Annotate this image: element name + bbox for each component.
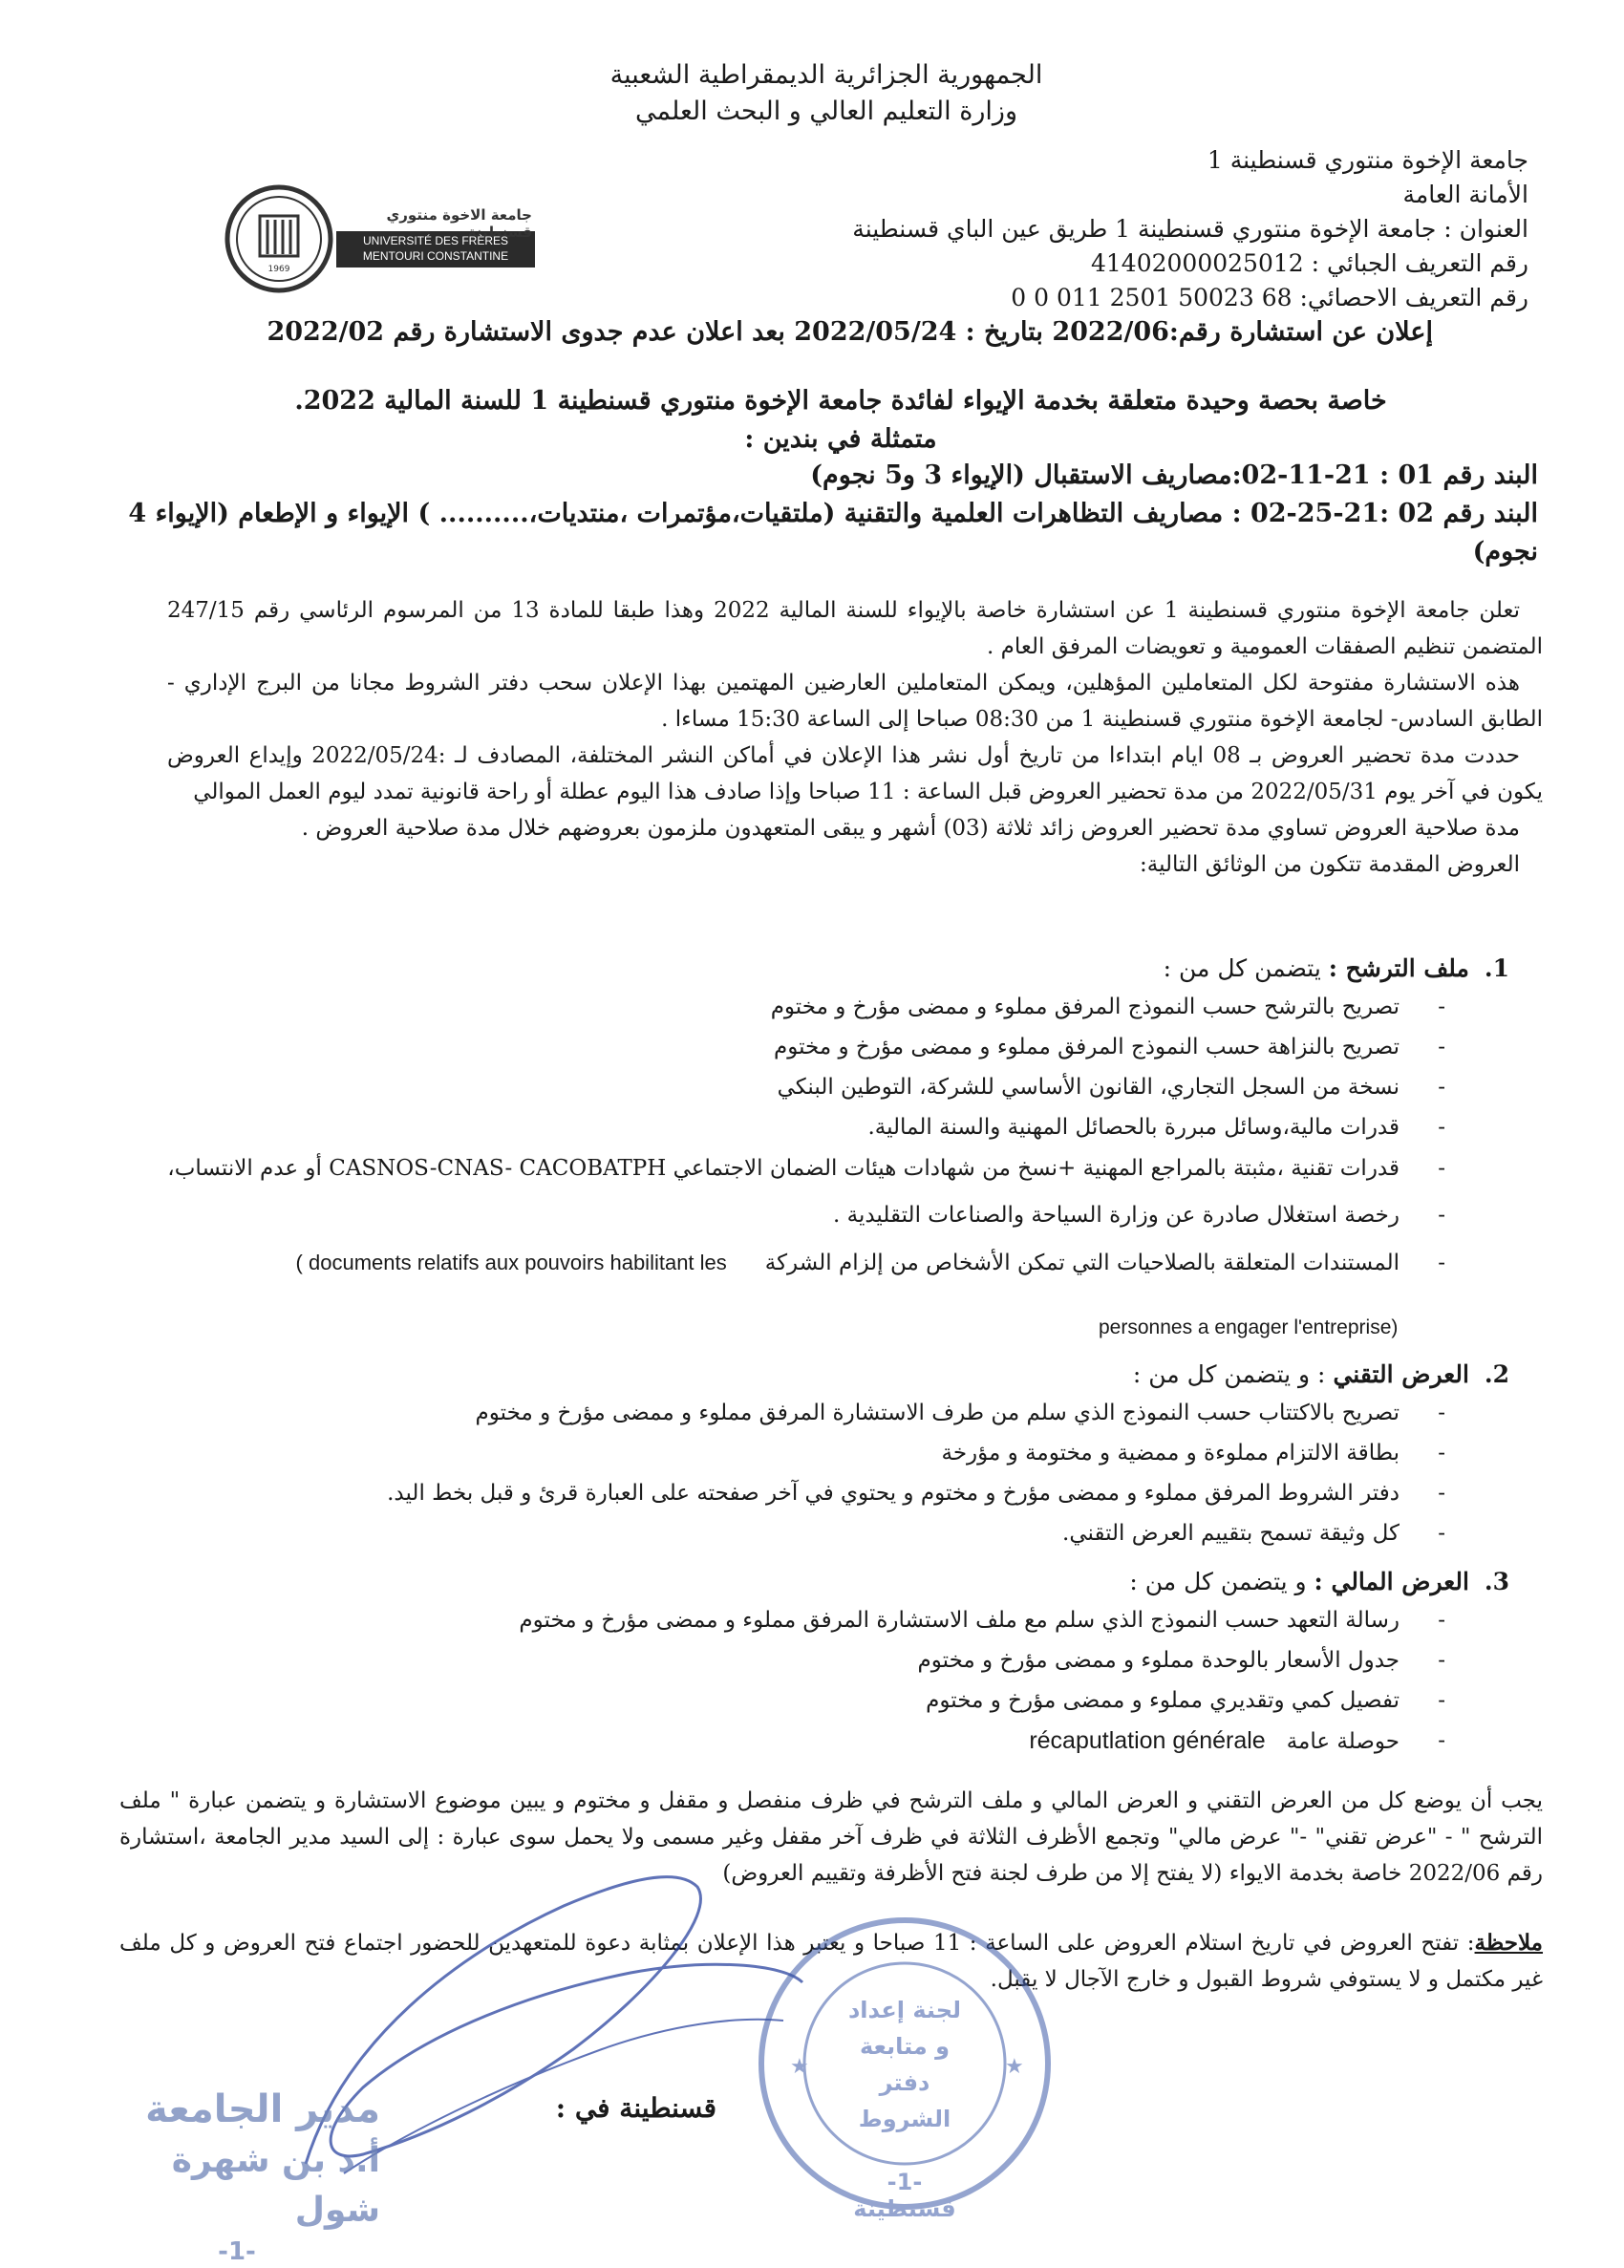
stamp-inner-text: لجنة إعداد و متابعة دفتر الشروط — [847, 1997, 962, 2132]
note-text: : تفتح العروض في تاريخ استلام العروض على الساعة : 11 صباحا و يعتبر هذا الإعلان بمثابة دعوة للمتعهدين للحضور اجتماع فتح العروض و كل ملف غير مكتمل و لا يستوفي شروط القبول و خارج الآجال لا يقبل. — [119, 1931, 1543, 1992]
list-item: - تفصيل كمي وتقديري مملوء و ممضى مؤرخ و مختوم — [926, 1688, 1445, 1713]
french-term: récaputlation générale — [1029, 1727, 1266, 1754]
section-number: 1. — [1484, 954, 1509, 982]
list-item: - كل وثيقة تسمح بتقييم العرض التقني. — [1062, 1521, 1445, 1546]
announcement-subtitle-2: متمثلة في بندين : — [744, 424, 937, 454]
list-item: - رخصة استغلال صادرة عن وزارة السياحة والصناعات التقليدية . — [833, 1203, 1445, 1228]
director-name: أ.د بن شهرة شول — [171, 2141, 380, 2230]
ministry-name: وزارة التعليم العالي و البحث العلمي — [634, 96, 1017, 126]
logo-name-fr — [338, 233, 533, 264]
french-note-continued: personnes a engager l'entreprise) — [1099, 1316, 1399, 1338]
list-item: - بطاقة الالتزام مملوءة و ممضية و مختومة و مؤرخة — [941, 1441, 1445, 1466]
country-header — [573, 57, 1079, 130]
place-date: قسنطينة في : — [555, 2092, 716, 2124]
list-item: - قدرات تقنية ،مثبتة بالمراجع المهنية +نسخ من شهادات هيئات الضمان الاجتماعي CASNOS-CNAS- CACOBATPH أو عدم الانتساب، — [167, 1156, 1445, 1181]
technical-items — [119, 1393, 1445, 1553]
section-number: 3. — [1484, 1568, 1509, 1595]
logo-name-ar: جامعة الاخوة منتوري قسنطينة — [386, 206, 532, 241]
institution-name: جامعة الإخوة منتوري قسنطينة 1 — [1207, 146, 1528, 174]
section-intro: و يتضمن كل من : — [1129, 1568, 1314, 1595]
republic-name: الجمهورية الجزائرية الديمقراطية الشعبية — [609, 60, 1043, 90]
candidacy-items — [119, 987, 1445, 1283]
logo-name-fr-2: MENTOURI CONSTANTINE — [362, 249, 509, 263]
page-mark: -1- — [218, 2237, 256, 2266]
section-candidacy-heading — [860, 949, 1509, 989]
svg-text:★: ★ — [790, 2055, 809, 2079]
director-stamp — [94, 2083, 380, 2266]
note-label: ملاحظة — [1474, 1930, 1544, 1956]
list-item: - دفتر الشروط المرفق مملوء و ممضى مؤرخ و مختوم و يحتوي في آخر صفحته على العبارة قرئ و قبل بخط اليد. — [387, 1481, 1445, 1506]
list-item: - نسخة من السجل التجاري، القانون الأساسي للشركة، التوطين البنكي — [777, 1075, 1445, 1100]
stamp-city: -1- قسنطينة — [853, 2169, 956, 2222]
svg-text:★: ★ — [1005, 2055, 1024, 2079]
list-item: - تصريح بالترشح حسب النموذج المرفق مملوء و ممضى مؤرخ و مختوم — [770, 995, 1445, 1019]
university-logo — [222, 182, 537, 296]
financial-items — [119, 1600, 1445, 1762]
paragraph-documents: العروض المقدمة تتكون من الوثائق التالية: — [1140, 852, 1520, 877]
list-item: - المستندات المتعلقة بالصلاحيات التي تمكن الأشخاص من إلزام الشركة( documents relatifs aux pouvoirs habilitant les — [295, 1251, 1445, 1275]
list-item: - تصريح بالنزاهة حسب النموذج المرفق مملوء و ممضى مؤرخ و مختوم — [773, 1035, 1445, 1059]
list-item: - حوصلة عامةrécaputlation générale — [1029, 1727, 1445, 1754]
section-label: العرض التقني — [1333, 1360, 1469, 1388]
tax-id: رقم التعريف الجبائي : 41402000025012 — [1090, 249, 1528, 277]
paragraph-validity: مدة صلاحية العروض تساوي مدة تحضير العروض زائد ثلاثة (03) أشهر و يبقى المتعهدون ملزمون بعروضهم خلال مدة صلاحية العروض . — [301, 816, 1520, 841]
lot-item-1: البند رقم 01 : 21-11-02:مصاريف الاستقبال (الإيواء 3 و5 نجوم) — [810, 460, 1538, 490]
body-text — [167, 592, 1543, 883]
announcement-title: إعلان عن استشارة رقم:2022/06 بتاريخ : 2022/05/24 بعد اعلان عدم جدوى الاستشارة رقم 2022/02 — [267, 317, 1433, 347]
announcement-subtitle: خاصة بحصة وحيدة متعلقة بخدمة الإيواء لفائدة جامعة الإخوة منتوري قسنطينة 1 للسنة المالية 2022. — [294, 386, 1387, 416]
french-note: ( documents relatifs aux pouvoirs habilitant les — [295, 1251, 727, 1274]
section-financial-heading — [860, 1562, 1509, 1602]
section-number: 2. — [1484, 1360, 1509, 1388]
list-item: - رسالة التعهد حسب النموذج الذي سلم مع ملف الاستشارة المرفق مملوء و ممضى مؤرخ و مختوم — [519, 1608, 1445, 1633]
secretariat-name: الأمانة العامة — [1402, 181, 1528, 208]
logo-year: 1969 — [267, 265, 290, 274]
section-label: العرض المالي : — [1314, 1568, 1469, 1595]
logo-name-fr-1: UNIVERSITÉ DES FRÈRES — [362, 234, 509, 247]
paragraph-deadlines: حددت مدة تحضير العروض بـ 08 ايام ابتداءا من تاريخ أول نشر هذا الإعلان في أماكن النشر المختلفة، المصادف لـ :2022/05/24 وإيداع العروض يكون في آخر يوم 2022/05/31 من مدة تحضير العروض قبل الساعة : 11 صباحا وإذا صادف هذا اليوم عطلة أو راحة قانونية تمدد ليوم العمل الموالي — [167, 743, 1543, 804]
lot-item-2-cont: نجوم) — [1472, 537, 1538, 567]
paragraph-eligibility: هذه الاستشارة مفتوحة لكل المتعاملين المؤهلين، ويمكن المتعاملين العارضين المهتمين بهذا الإعلان سحب دفتر الشروط مجانا من البرج الإداري - الطابق السادس- لجامعة الإخوة منتوري قسنطينة 1 من 08:30 صباحا إلى الساعة 15:30 مساءا . — [167, 671, 1543, 732]
list-item: - تصريح بالاكتتاب حسب النموذج الذي سلم من طرف الاستشارة المرفق مملوء و ممضى مؤرخ و مختوم — [475, 1401, 1445, 1425]
paragraph-regulation: تعلن جامعة الإخوة منتوري قسنطينة 1 عن استشارة خاصة بالإيواء للسنة المالية 2022 وهذا طبقا للمادة 13 من المرسوم الرئاسي رقم 247/15 المتضمن تنظيم الصفقات العمومية و تعويضات المرفق العام . — [167, 598, 1543, 659]
section-intro: : و يتضمن كل من : — [1132, 1360, 1334, 1388]
institution-address: العنوان : جامعة الإخوة منتوري قسنطينة 1 طريق عين الباي قسنطينة — [852, 215, 1528, 243]
section-intro: يتضمن كل من : — [1163, 954, 1329, 982]
section-technical-heading — [860, 1355, 1509, 1395]
list-item: - جدول الأسعار بالوحدة مملوء و ممضى مؤرخ و مختوم — [917, 1648, 1445, 1673]
lot-item-2: البند رقم 02 :21-25-02 : مصاريف التظاهرات العلمية والتقنية (ملتقيات،مؤتمرات ،منتديات،.......... ) الإيواء و الإطعام (الإيواء 4 — [128, 499, 1538, 528]
list-item: - قدرات مالية،وسائل مبررة بالحصائل المهنية والسنة المالية. — [867, 1115, 1445, 1140]
closing-paragraph: يجب أن يوضع كل من العرض التقني و العرض المالي و ملف الترشح في ظرف منفصل و مقفل و مختوم و يبين موضوع الاستشارة و يتضمن عبارة " ملف الترشح " - "عرض تقني" -" عرض مالي" وتجمع الأظرف الثلاثة في ظرف آخر مقفل وغير مسمى ولا يحمل سوى عبارة : إلى السيد مدير الجامعة ،استشارة رقم 2022/06 خاصة بخدمة الايواء (لا يفتح إلا من طرف لجنة فتح الأظرفة وتقييم العروض) — [119, 1788, 1543, 1886]
director-title: مدير الجامعة — [145, 2087, 380, 2131]
stat-id: رقم التعريف الاحصائي: 68 50023 2501 011 0 0 — [1011, 284, 1528, 311]
committee-stamp — [747, 1901, 1062, 2226]
institution-block — [852, 143, 1528, 315]
section-label: ملف الترشح : — [1328, 954, 1469, 982]
